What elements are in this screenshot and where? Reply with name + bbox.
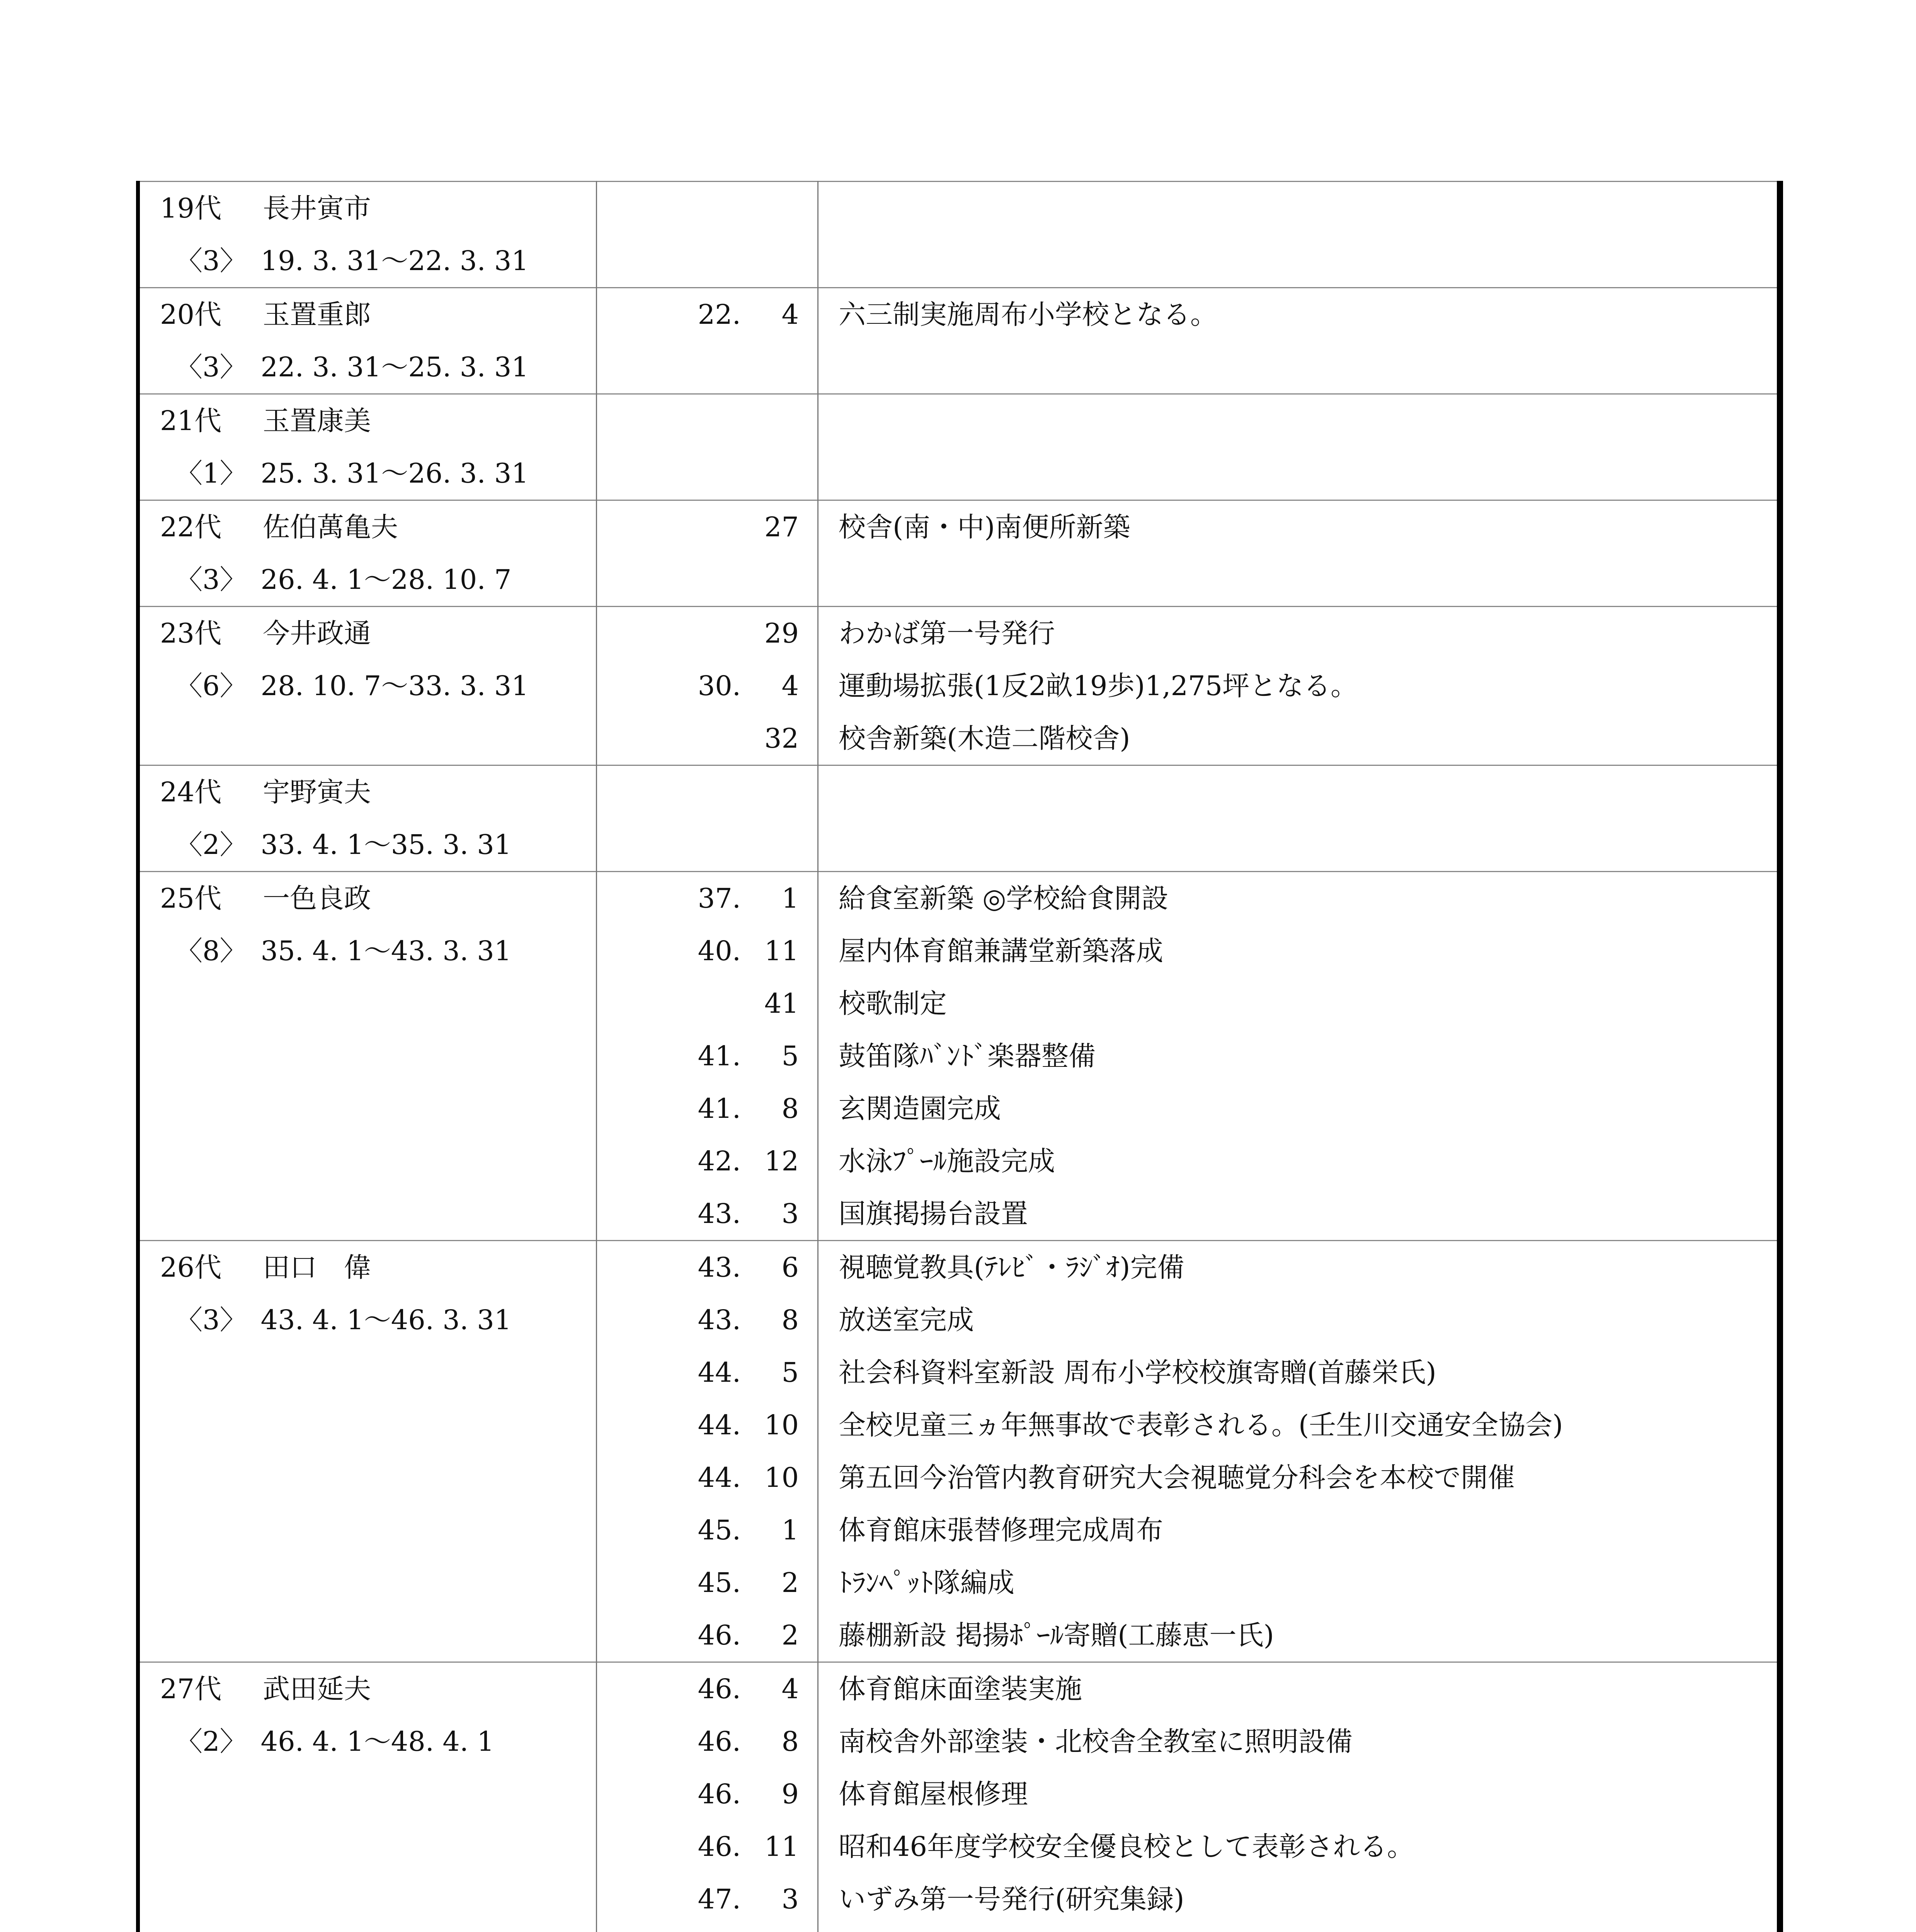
principal-tenure-line (140, 235, 596, 287)
event-month: 5 (781, 1357, 799, 1388)
principal-section (138, 500, 1780, 607)
principal-generation: 22代 (160, 511, 222, 543)
principal-tenure-line (140, 553, 596, 606)
event-year: 43. (698, 1252, 741, 1283)
event-year: 43. (698, 1304, 741, 1336)
event-text-cell (818, 1241, 1780, 1662)
event-date (597, 818, 817, 871)
event-month: 9 (781, 1778, 799, 1810)
principal-tenure-line (140, 1715, 596, 1768)
tenure-period: 28. 10. 7～33. 3. 31 (260, 670, 529, 702)
principal-name-line (140, 607, 596, 660)
tenure-years: 〈2〉 (175, 1726, 247, 1757)
blank-line (140, 1609, 596, 1662)
principal-name: 武田延夫 (263, 1673, 371, 1705)
principal-name-line (140, 1663, 596, 1715)
event-year: 41 (764, 988, 799, 1019)
principal-name: 宇野寅夫 (263, 776, 371, 808)
event-date-cell (597, 1662, 818, 1932)
event-text-cell (818, 1662, 1780, 1932)
event-description: 体育館床面塗装実施 (839, 1673, 1082, 1705)
event-month: 2 (781, 1619, 799, 1651)
principal-section (138, 765, 1780, 872)
principal-section (138, 288, 1780, 394)
principal-section (138, 182, 1780, 288)
event-description (818, 182, 1777, 235)
blank-line (140, 712, 596, 765)
event-date (597, 1451, 817, 1504)
event-date (597, 925, 817, 977)
principal-generation: 27代 (160, 1673, 222, 1705)
event-month: 6 (781, 1252, 799, 1283)
event-description: 校歌制定 (839, 988, 947, 1019)
event-description: わかば第一号発行 (839, 617, 1055, 649)
blank-line (140, 1082, 596, 1135)
principal-generation: 26代 (160, 1252, 222, 1283)
event-description: 水泳ﾌﾟｰﾙ施設完成 (839, 1145, 1055, 1177)
tenure-period: 46. 4. 1～48. 4. 1 (260, 1726, 494, 1757)
principal-name-line (140, 872, 596, 925)
blank-line (140, 977, 596, 1030)
event-text-cell (818, 394, 1780, 500)
event-date-cell (597, 607, 818, 765)
tenure-years: 〈2〉 (175, 829, 247, 861)
event-description (818, 1925, 1777, 1932)
event-year: 47. (698, 1883, 741, 1915)
principal-cell (138, 288, 597, 394)
principal-tenure-line (140, 1294, 596, 1346)
event-date (597, 1556, 817, 1609)
event-date (597, 977, 817, 1030)
event-date-cell (597, 765, 818, 872)
event-date-cell (597, 288, 818, 394)
event-date (597, 1504, 817, 1556)
event-year: 32 (764, 723, 799, 754)
event-description (818, 818, 1777, 871)
event-text-cell (818, 500, 1780, 607)
principal-generation: 20代 (160, 299, 222, 330)
event-year: 41. (698, 1093, 741, 1124)
event-year: 46. (698, 1726, 741, 1757)
event-month: 4 (781, 670, 799, 702)
principal-cell (138, 765, 597, 872)
event-description (818, 766, 1777, 818)
event-date-cell (597, 1241, 818, 1662)
event-date (597, 395, 817, 447)
blank-line (140, 1399, 596, 1451)
event-description: 校舎(南・中)南便所新築 (839, 511, 1130, 543)
principal-generation: 25代 (160, 883, 222, 914)
principal-name: 佐伯萬亀夫 (263, 511, 398, 543)
event-date (597, 182, 817, 235)
principal-tenure-line (140, 660, 596, 712)
event-date (597, 1715, 817, 1768)
event-description: 体育館屋根修理 (839, 1778, 1028, 1810)
principal-generation: 21代 (160, 405, 222, 437)
event-year: 42. (698, 1145, 741, 1177)
principal-name: 玉置康美 (263, 405, 371, 437)
tenure-period: 43. 4. 1～46. 3. 31 (260, 1304, 512, 1336)
event-description (818, 447, 1777, 500)
tenure-years: 〈3〉 (175, 351, 247, 383)
principal-cell (138, 394, 597, 500)
principal-cell (138, 607, 597, 765)
principal-generation: 23代 (160, 617, 222, 649)
event-text-cell (818, 872, 1780, 1241)
event-description: 国旗掲揚台設置 (839, 1198, 1028, 1230)
event-year: 43. (698, 1198, 741, 1230)
principal-cell (138, 182, 597, 288)
principal-name-line (140, 182, 596, 235)
event-date (597, 1820, 817, 1873)
event-description (818, 553, 1777, 606)
event-date (597, 1241, 817, 1294)
event-description: 体育館床張替修理完成周布 (839, 1514, 1163, 1546)
tenure-period: 19. 3. 31～22. 3. 31 (260, 245, 529, 277)
event-month: 2 (781, 1567, 799, 1599)
principal-cell (138, 1241, 597, 1662)
event-month: 10 (764, 1409, 799, 1441)
principal-name-line (140, 395, 596, 447)
event-year: 44. (698, 1462, 741, 1493)
school-history-table (136, 181, 1783, 1932)
event-text-cell (818, 607, 1780, 765)
event-month: 11 (764, 1831, 799, 1862)
event-description: 六三制実施周布小学校となる。 (839, 299, 1217, 330)
event-description (818, 395, 1777, 447)
event-date (597, 235, 817, 287)
event-date (597, 1768, 817, 1820)
event-description: 給食室新築 ◎学校給食開設 (839, 883, 1169, 914)
principal-name-line (140, 766, 596, 818)
event-date (597, 501, 817, 553)
event-month: 1 (781, 1514, 799, 1546)
tenure-years: 〈3〉 (175, 245, 247, 277)
event-date (597, 1294, 817, 1346)
event-month: 1 (781, 883, 799, 914)
event-year: 46. (698, 1831, 741, 1862)
event-year: 44. (698, 1357, 741, 1388)
blank-line (140, 1768, 596, 1820)
principal-name-line (140, 501, 596, 553)
event-year: 37. (698, 883, 741, 914)
event-month: 4 (781, 299, 799, 330)
event-date (597, 607, 817, 660)
event-date (597, 1135, 817, 1187)
event-date (597, 660, 817, 712)
event-month: 8 (781, 1726, 799, 1757)
event-description: 社会科資料室新設 周布小学校校旗寄贈(首藤栄氏) (839, 1357, 1436, 1388)
principal-name-line (140, 288, 596, 341)
principal-generation: 24代 (160, 776, 222, 808)
event-date (597, 1346, 817, 1399)
event-date (597, 1925, 817, 1932)
principal-generation: 19代 (160, 192, 222, 224)
event-description: 全校児童三ヵ年無事故で表彰される。(壬生川交通安全協会) (839, 1409, 1563, 1441)
principal-cell (138, 1662, 597, 1932)
principal-name: 今井政通 (263, 617, 371, 649)
blank-line (140, 1504, 596, 1556)
event-month: 10 (764, 1462, 799, 1493)
event-date (597, 288, 817, 341)
event-description: 放送室完成 (839, 1304, 974, 1336)
event-month: 4 (781, 1673, 799, 1705)
blank-line (140, 1135, 596, 1187)
tenure-period: 26. 4. 1～28. 10. 7 (260, 564, 512, 595)
event-date (597, 447, 817, 500)
principal-name-line (140, 1241, 596, 1294)
event-text-cell (818, 288, 1780, 394)
tenure-years: 〈3〉 (175, 1304, 247, 1336)
event-date (597, 766, 817, 818)
event-description: いずみ第一号発行(研究集録) (839, 1883, 1184, 1915)
event-description: 屋内体育館兼講堂新築落成 (839, 935, 1163, 967)
event-month: 12 (764, 1145, 799, 1177)
principal-tenure-line (140, 341, 596, 393)
event-date-cell (597, 500, 818, 607)
principal-name: 田口 偉 (263, 1252, 371, 1283)
event-month: 3 (781, 1883, 799, 1915)
event-month: 3 (781, 1198, 799, 1230)
principal-tenure-line (140, 447, 596, 500)
event-year: 46. (698, 1619, 741, 1651)
blank-line (140, 1451, 596, 1504)
event-description (818, 235, 1777, 287)
event-year: 29 (764, 617, 799, 649)
event-date (597, 553, 817, 606)
principal-section (138, 1662, 1780, 1932)
event-date-cell (597, 182, 818, 288)
event-date-cell (597, 872, 818, 1241)
event-date (597, 341, 817, 393)
event-description: 運動場拡張(1反2畝19歩)1,275坪となる。 (839, 670, 1358, 702)
blank-line (140, 1873, 596, 1925)
event-year: 30. (698, 670, 741, 702)
principal-tenure-line (140, 925, 596, 977)
event-text-cell (818, 182, 1780, 288)
event-date (597, 1187, 817, 1240)
tenure-period: 22. 3. 31～25. 3. 31 (260, 351, 529, 383)
principal-tenure-line (140, 818, 596, 871)
event-date (597, 712, 817, 765)
event-year: 46. (698, 1778, 741, 1810)
event-month: 8 (781, 1093, 799, 1124)
event-description: 第五回今治管内教育研究大会視聴覚分科会を本校で開催 (839, 1462, 1515, 1493)
blank-line (140, 1925, 596, 1932)
blank-line (140, 1187, 596, 1240)
event-description: 藤棚新設 掲揚ﾎﾟｰﾙ寄贈(工藤恵一氏) (839, 1619, 1274, 1651)
event-date-cell (597, 394, 818, 500)
principal-section (138, 607, 1780, 765)
event-year: 46. (698, 1673, 741, 1705)
event-description: 玄関造園完成 (839, 1093, 1001, 1124)
event-year: 45. (698, 1514, 741, 1546)
event-description: 昭和46年度学校安全優良校として表彰される。 (839, 1831, 1414, 1862)
event-date (597, 1082, 817, 1135)
event-date (597, 1873, 817, 1925)
tenure-period: 35. 4. 1～43. 3. 31 (260, 935, 512, 967)
event-date (597, 1399, 817, 1451)
event-year: 44. (698, 1409, 741, 1441)
event-description: ﾄﾗﾝﾍﾟｯﾄ隊編成 (839, 1567, 1014, 1599)
event-description (818, 341, 1777, 393)
event-year: 41. (698, 1040, 741, 1072)
history-table-body (138, 182, 1780, 1932)
event-date (597, 1609, 817, 1662)
principal-section (138, 1241, 1780, 1662)
blank-line (140, 1556, 596, 1609)
event-year: 22. (698, 299, 741, 330)
event-year (698, 1925, 741, 1932)
event-month (741, 1925, 799, 1932)
blank-line (140, 1030, 596, 1082)
principal-cell (138, 500, 597, 607)
principal-name: 玉置重郎 (263, 299, 371, 330)
principal-name: 一色良政 (263, 883, 371, 914)
tenure-years: 〈6〉 (175, 670, 247, 702)
event-year: 45. (698, 1567, 741, 1599)
event-month: 5 (781, 1040, 799, 1072)
blank-line (140, 1820, 596, 1873)
event-description: 視聴覚教具(ﾃﾚﾋﾞ・ﾗｼﾞｵ)完備 (839, 1252, 1184, 1283)
tenure-years: 〈3〉 (175, 564, 247, 595)
event-date (597, 1663, 817, 1715)
principal-name: 長井寅市 (263, 192, 371, 224)
event-description: 鼓笛隊ﾊﾞﾝﾄﾞ楽器整備 (839, 1040, 1096, 1072)
event-description: 校舎新築(木造二階校舎) (839, 723, 1130, 754)
event-description: 南校舎外部塗装・北校舎全教室に照明設備 (839, 1726, 1353, 1757)
tenure-period: 33. 4. 1～35. 3. 31 (260, 829, 512, 861)
tenure-years: 〈1〉 (175, 457, 247, 489)
event-month: 11 (764, 935, 799, 967)
principal-cell (138, 872, 597, 1241)
tenure-years: 〈8〉 (175, 935, 247, 967)
event-date (597, 872, 817, 925)
event-date (597, 1030, 817, 1082)
event-year: 27 (764, 511, 799, 543)
event-year: 40. (698, 935, 741, 967)
blank-line (140, 1346, 596, 1399)
principal-section (138, 394, 1780, 500)
event-month: 8 (781, 1304, 799, 1336)
principal-section (138, 872, 1780, 1241)
event-text-cell (818, 765, 1780, 872)
tenure-period: 25. 3. 31～26. 3. 31 (260, 457, 529, 489)
